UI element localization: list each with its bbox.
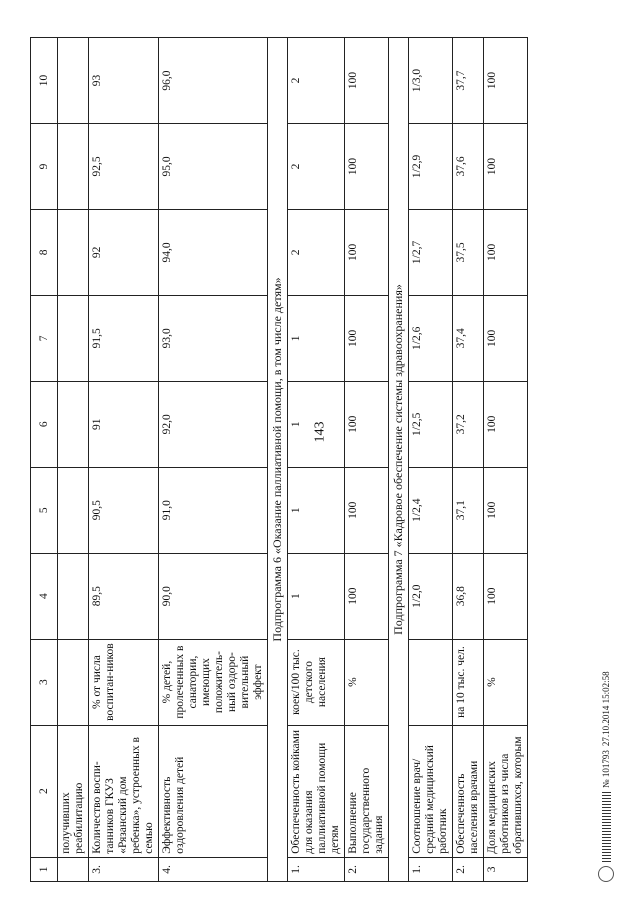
column-header-5: 5: [31, 467, 58, 553]
value-cell: 100: [484, 38, 528, 124]
value-cell: [58, 553, 89, 639]
value-cell: 1/2,9: [409, 123, 453, 209]
unit: % от числа воспитан-ников: [89, 639, 159, 725]
value-cell: 1: [288, 295, 345, 381]
rotated-table-sheet: [30, 17, 630, 882]
value-cell: 91,0: [159, 467, 268, 553]
table-row: [58, 38, 89, 882]
value-cell: 100: [345, 553, 389, 639]
unit: на 10 тыс. чел.: [453, 639, 484, 725]
value-cell: 37,2: [453, 381, 484, 467]
table-row: [453, 38, 484, 882]
indicator-name: получивших реабилитацию: [58, 725, 89, 857]
value-cell: [58, 295, 89, 381]
column-header-9: 9: [31, 123, 58, 209]
indicator-name: Выполнение государственного задания: [345, 725, 389, 857]
table-row: [159, 38, 268, 882]
value-cell: 100: [484, 295, 528, 381]
table-row: [288, 38, 345, 882]
value-cell: 91,5: [89, 295, 159, 381]
indicator-name: Доля медицинских работников из числа обратившихся, которым: [484, 725, 528, 857]
value-cell: 100: [484, 467, 528, 553]
header-row: [31, 38, 58, 882]
indicator-name: Обеспеченность койками для оказания паллиативной помощи детям: [288, 725, 345, 857]
value-cell: 1/2,6: [409, 295, 453, 381]
value-cell: [58, 209, 89, 295]
section-title: Подпрограмма 6 «Оказание паллиативной помощи, в том числе детям»: [268, 38, 288, 882]
value-cell: 100: [345, 295, 389, 381]
row-number: 4.: [159, 857, 268, 881]
column-header-6: 6: [31, 381, 58, 467]
unit: % детей, пролеченных в санатории, имеющих положитель-ный оздоро-вительный эффект: [159, 639, 268, 725]
value-cell: 100: [345, 123, 389, 209]
value-cell: [58, 123, 89, 209]
section-title: Подпрограмма 7 «Кадровое обеспечение системы здравоохранения»: [389, 38, 409, 882]
unit: [409, 639, 453, 725]
value-cell: 100: [484, 123, 528, 209]
value-cell: 100: [484, 553, 528, 639]
value-cell: 89,5: [89, 553, 159, 639]
value-cell: 92,0: [159, 381, 268, 467]
value-cell: 90,5: [89, 467, 159, 553]
table-row: [345, 38, 389, 882]
column-header-1: 1: [31, 857, 58, 881]
value-cell: 2: [288, 209, 345, 295]
column-header-3: 3: [31, 639, 58, 725]
indicator-name: Обеспеченность населения врачами: [453, 725, 484, 857]
page-number: 143: [312, 421, 328, 443]
table-row: [409, 38, 453, 882]
value-cell: 90,0: [159, 553, 268, 639]
value-cell: 1: [288, 553, 345, 639]
column-header-4: 4: [31, 553, 58, 639]
value-cell: 100: [484, 209, 528, 295]
value-cell: 1/2,7: [409, 209, 453, 295]
column-header-2: 2: [31, 725, 58, 857]
value-cell: 37,1: [453, 467, 484, 553]
section-row: [389, 38, 409, 882]
row-number: [58, 857, 89, 881]
footer: [598, 582, 614, 882]
value-cell: 1: [288, 381, 345, 467]
unit: %: [484, 639, 528, 725]
value-cell: 93,0: [159, 295, 268, 381]
value-cell: 37,4: [453, 295, 484, 381]
row-number: 2.: [453, 857, 484, 881]
column-header-10: 10: [31, 38, 58, 124]
value-cell: 95,0: [159, 123, 268, 209]
value-cell: 100: [345, 467, 389, 553]
value-cell: 100: [345, 38, 389, 124]
value-cell: 100: [345, 381, 389, 467]
value-cell: 91: [89, 381, 159, 467]
row-number: 1.: [288, 857, 345, 881]
emblem-icon: [598, 866, 614, 882]
value-cell: 1: [288, 467, 345, 553]
value-cell: 1/3,0: [409, 38, 453, 124]
value-cell: 96,0: [159, 38, 268, 124]
value-cell: [58, 381, 89, 467]
indicator-name: Эффективность оздоровления детей: [159, 725, 268, 857]
value-cell: 100: [345, 209, 389, 295]
unit: [58, 639, 89, 725]
value-cell: 36,8: [453, 553, 484, 639]
row-number: 3: [484, 857, 528, 881]
table-row: [484, 38, 528, 882]
value-cell: 37,7: [453, 38, 484, 124]
indicators-table: [30, 37, 528, 882]
value-cell: 1/2,5: [409, 381, 453, 467]
value-cell: 37,6: [453, 123, 484, 209]
value-cell: 1/2,4: [409, 467, 453, 553]
timestamp: 27.10.2014 15:02:58: [601, 671, 611, 747]
value-cell: 92: [89, 209, 159, 295]
value-cell: 93: [89, 38, 159, 124]
value-cell: 100: [484, 381, 528, 467]
value-cell: 94,0: [159, 209, 268, 295]
indicator-name: Соотношение врач/средний медицинский работник: [409, 725, 453, 857]
value-cell: 92,5: [89, 123, 159, 209]
column-header-8: 8: [31, 209, 58, 295]
value-cell: [58, 467, 89, 553]
column-header-7: 7: [31, 295, 58, 381]
unit: %: [345, 639, 389, 725]
table-row: [89, 38, 159, 882]
indicator-name: Количество воспи-танников ГКУЗ «Рязанский дом ребенка», устроенных в семью: [89, 725, 159, 857]
value-cell: 37,5: [453, 209, 484, 295]
row-number: 2.: [345, 857, 389, 881]
row-number: 3.: [89, 857, 159, 881]
value-cell: 1/2,0: [409, 553, 453, 639]
barcode: [602, 792, 611, 862]
row-number: 1.: [409, 857, 453, 881]
value-cell: [58, 38, 89, 124]
table-body: [31, 38, 528, 882]
unit: коек/100 тыс. детского населения: [288, 639, 345, 725]
doc-number: № 101793: [601, 750, 611, 788]
value-cell: 2: [288, 38, 345, 124]
value-cell: 2: [288, 123, 345, 209]
section-row: [268, 38, 288, 882]
